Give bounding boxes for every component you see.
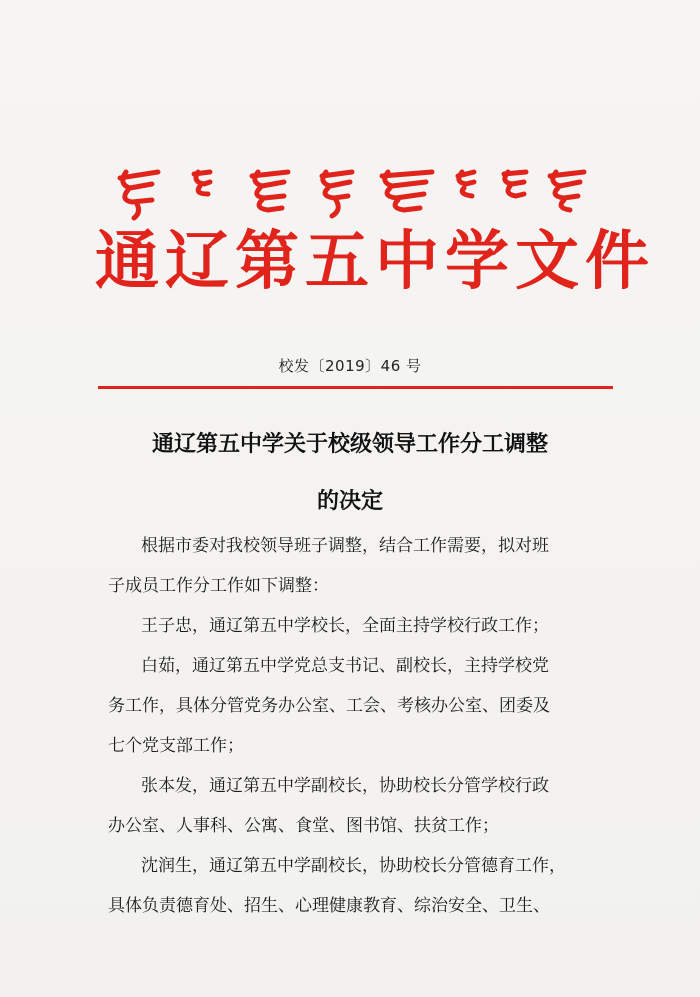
body-line: 沈润生，通辽第五中学副校长，协助校长分管德育工作， bbox=[141, 856, 566, 876]
body-line: 王子忠，通辽第五中学校长，全面主持学校行政工作； bbox=[141, 616, 549, 636]
decision-title-line-2: 的决定 bbox=[316, 488, 383, 514]
school-document-header: 通辽第五中学文件 bbox=[95, 224, 655, 299]
document-number: 校发〔2019〕46 号 bbox=[278, 357, 422, 375]
body-line: 张本发，通辽第五中学副校长，协助校长分管学校行政 bbox=[141, 776, 549, 796]
body-line: 具体负责德育处、招生、心理健康教育、综治安全、卫生、 bbox=[108, 896, 550, 916]
body-line: 办公室、人事科、公寓、食堂、图书馆、扶贫工作； bbox=[108, 816, 499, 836]
document-body bbox=[108, 534, 608, 934]
mongolian-script-graphic bbox=[112, 160, 592, 222]
mongolian-script-heading bbox=[112, 160, 592, 222]
body-line: 白茹，通辽第五中学党总支书记、副校长，主持学校党 bbox=[141, 656, 549, 676]
decision-title-line-1: 通辽第五中学关于校级领导工作分工调整 bbox=[151, 431, 548, 457]
body-line: 七个党支部工作； bbox=[108, 736, 244, 756]
red-divider-line bbox=[98, 386, 613, 389]
body-line: 务工作，具体分管党务办公室、工会、考核办公室、团委及 bbox=[108, 696, 550, 716]
body-line: 子成员工作分工作如下调整： bbox=[108, 576, 329, 596]
body-line: 根据市委对我校领导班子调整，结合工作需要，拟对班 bbox=[141, 536, 549, 556]
